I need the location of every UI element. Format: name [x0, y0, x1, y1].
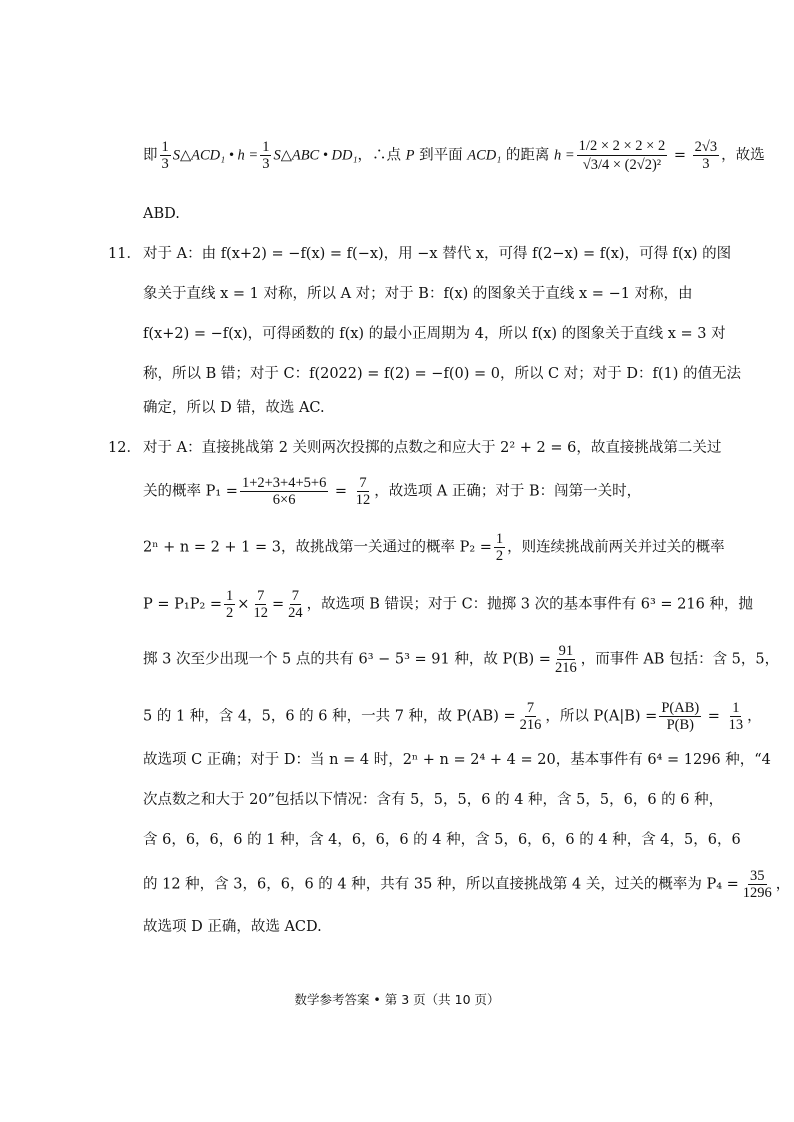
q11-line-5: 确定，所以 D 错，故选 AC. [143, 400, 325, 416]
frac-one-third-b: $\frac{1}{3}$ [262, 139, 270, 172]
q11-line-3: f(x+2) = −f(x)，可得函数的 f(x) 的最小正周期为 4，所以 f(x) 的图象关于直线 x = 3 对 [143, 326, 726, 342]
line-2: ABD. [143, 206, 180, 222]
frac-distance: $\frac{1/2 \times 2 \times 2 \times 2}{\text{√3/4 × (2√2)²}}$ [578, 138, 666, 173]
page-footer: 数学参考答案 • 第 3 页（共 10 页） [294, 992, 500, 1007]
q12-line-3: 2ⁿ + n = 2 + 1 = 3，故挑战第一关通过的概率 P₂ = $\frac{1}{2}$ ，则连续挑战前两关并过关的概率 [143, 531, 725, 564]
frac-p2: $\frac{1}{2}$ [495, 531, 504, 564]
q12-line-2: 关的概率 P₁ = $\frac{1+2+3+4+5+6}{6\times 6}$ = $\frac{7}{12}$ ，故选项 A 正确；对于 B：闯第一关时， [143, 475, 642, 508]
q12-number: 12． [108, 440, 141, 456]
q12-line-9: 含 6，6，6，6 的 1 种，含 4，6，6，6 的 4 种，含 5，6，6，6 的 4 种，含 4，5，6，6 [143, 832, 741, 848]
line-1: 即 $\frac{1}{3}$ S△ACD₁ • h = $\frac{1}{3}$ S△ABC • DD₁，∴点 P 到平面 ACD₁ 的距离 h = $\frac{1/2 \times 2 \times 2 \times 2}{\text{√3/4 × (2√2)²}}$ = $\frac{2√3}{3}$ ，故选 [143, 138, 765, 173]
frac-pab: $\frac{7}{216}$ [519, 700, 542, 733]
frac-p1-result: $\frac{7}{12}$ [355, 475, 371, 508]
q11-line-1: 对于 A：由 f(x+2) = −f(x) = f(−x)，用 −x 替代 x，可得 f(2−x) = f(x)，可得 f(x) 的图 [143, 246, 732, 262]
q12-line-8: 次点数之和大于 20”包括以下情况：含有 5，5，5，6 的 4 种，含 5，5，6，6 的 6 种， [143, 792, 724, 808]
q11-line-2: 象关于直线 x = 1 对称，所以 A 对；对于 B：f(x) 的图象关于直线 x = −1 对称，由 [143, 286, 693, 302]
q12-line-4: P = P₁P₂ = $\frac{1}{2}$ × $\frac{7}{12}$ = $\frac{7}{24}$ ，故选项 B 错误；对于 C：抛掷 3 次的基本事件有 6³ = 216 种，抛 [143, 588, 753, 621]
frac-pb: $\frac{91}{216}$ [554, 643, 577, 676]
q11-line-4: 称，所以 B 错；对于 C：f(2022) = f(2) = −f(0) = 0，所以 C 对；对于 D：f(1) 的值无法 [143, 366, 742, 382]
q12-line-1: 对于 A：直接挑战第 2 关则两次投掷的点数之和应大于 2² + 2 = 6，故直接挑战第二关过 [143, 440, 722, 456]
frac-result: $\frac{2√3}{3}$ [694, 139, 718, 172]
q12-line-5: 掷 3 次至少出现一个 5 点的共有 6³ − 5³ = 91 种，故 P(B) = $\frac{91}{216}$ ，而事件 AB 包括：含 5，5， [143, 643, 780, 676]
q11-number: 11． [108, 246, 141, 262]
frac-cond: $\frac{P(AB)}{P(B)}$ [661, 700, 700, 733]
q12-line-7: 故选项 C 正确；对于 D：当 n = 4 时，2ⁿ + n = 2⁴ + 4 = 20，基本事件有 6⁴ = 1296 种，“4 [143, 752, 771, 768]
q12-line-10: 的 12 种，含 3，6，6，6 的 4 种，共有 35 种，所以直接挑战第 4 关，过关的概率为 P₄ = $\frac{35}{1296}$ ， [143, 868, 791, 901]
q12-line-6: 5 的 1 种，含 4，5，6 的 6 种，一共 7 种，故 P(AB) = $\frac{7}{216}$ ，所以 P(A|B) = $\frac{P(AB)}{P(B)}$ = $\frac{1}{13}$ ， [143, 700, 762, 733]
frac-seven-24: $\frac{7}{24}$ [288, 588, 303, 621]
frac-p1: $\frac{1+2+3+4+5+6}{6\times 6}$ [241, 475, 327, 508]
frac-one-third-a: $\frac{1}{3}$ [161, 139, 169, 172]
q12-line-11: 故选项 D 正确，故选 ACD. [143, 919, 322, 935]
frac-half: $\frac{1}{2}$ [226, 588, 234, 621]
frac-one-13: $\frac{1}{13}$ [728, 700, 744, 733]
frac-seven-twelfths: $\frac{7}{12}$ [253, 588, 268, 621]
frac-p4: $\frac{35}{1296}$ [742, 868, 772, 901]
